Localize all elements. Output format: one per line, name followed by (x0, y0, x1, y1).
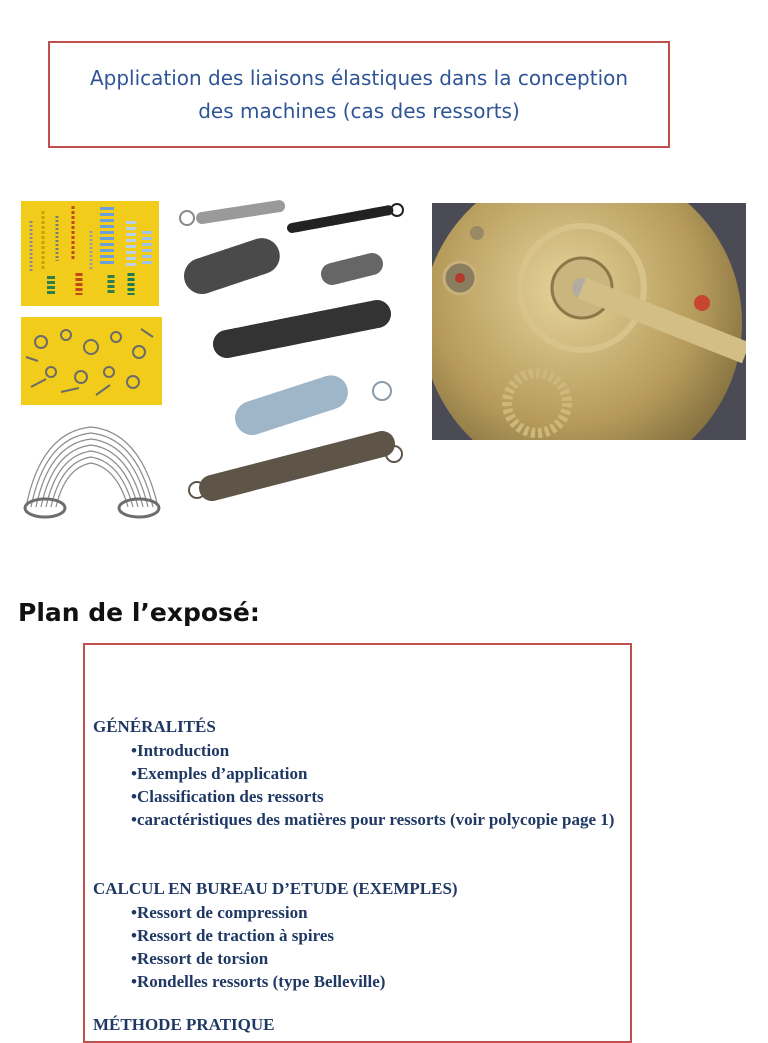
section-heading-calcul: CALCUL EN BUREAU D’ETUDE (EXEMPLES) (93, 879, 458, 898)
list-item: •Introduction (131, 741, 230, 760)
list-item: •Ressort de torsion (131, 949, 269, 968)
title-line-1: Application des liaisons élastiques dans la conception (89, 65, 629, 90)
list-item: •Ressort de traction à spires (131, 926, 334, 945)
section-heading-methode: MÉTHODE PRATIQUE (93, 1015, 275, 1034)
title-box (48, 41, 670, 148)
compression-springs-photo (21, 201, 159, 306)
section-heading-generalites: GÉNÉRALITÉS (93, 717, 216, 736)
list-item: •Classification des ressorts (131, 787, 324, 806)
slinky-photo (21, 412, 163, 520)
extension-springs-photo (172, 196, 412, 516)
plan-heading: Plan de l’exposé: (18, 598, 260, 627)
spring-parts-photo (21, 317, 162, 405)
watch-mechanism-photo (432, 203, 746, 440)
toc-box (83, 643, 632, 1043)
title-line-2: des machines (cas des ressorts) (198, 98, 520, 123)
list-item: •Ressort de compression (131, 903, 308, 922)
section-items-calcul (131, 901, 621, 993)
list-item: •caractéristiques des matières pour ressorts (voir polycopie page 1) (131, 810, 615, 829)
section-items-generalites (131, 739, 621, 831)
list-item: •Rondelles ressorts (type Belleville) (131, 972, 386, 991)
list-item: •Exemples d’application (131, 764, 308, 783)
